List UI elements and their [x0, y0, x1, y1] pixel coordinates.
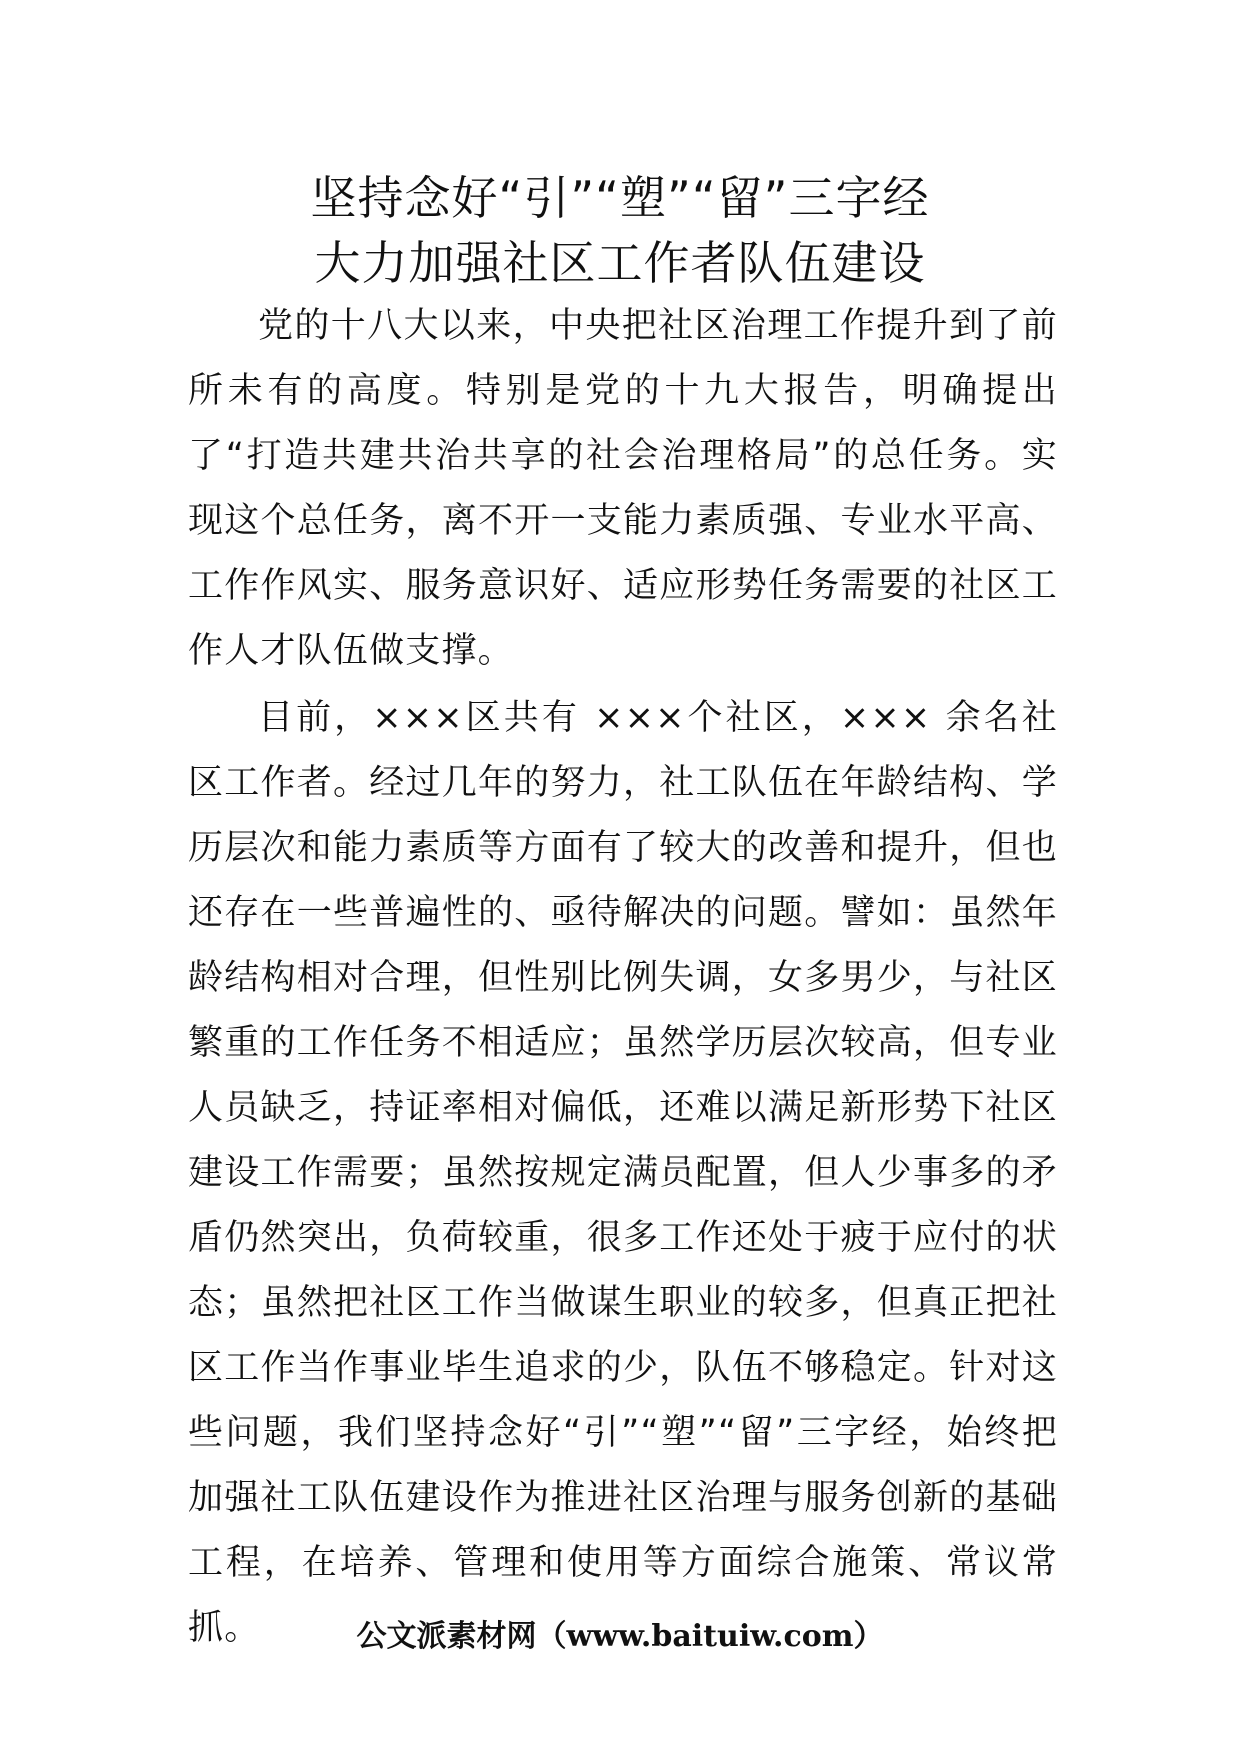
document-title-line-2: 大力加强社区工作者队伍建设 [314, 236, 926, 290]
paragraph-2: 目前，×××区共有 ×××个社区，××× 余名社区工作者。经过几年的努力，社工队伍在年龄结构、学历层次和能力素质等方面有了较大的改善和提升，但也还存在一些普遍性的、亟待解决的问题。譬如：虽然年龄结构相对合理，但性别比例失调，女多男少，与社区繁重的工作任务不相适应；虽然学历层次较高，但专业人员缺乏，持证率相对偏低，还难以满足新形势下社区建设工作需要；虽然按规定满员配置，但人少事多的矛盾仍然突出，负荷较重，很多工作还处于疲于应付的状态；虽然把社区工作当做谋生职业的较多，但真正把社区工作当作事业毕生追求的少，队伍不够稳定。针对这些问题，我们坚持念好“引”“塑”“留”三字经，始终把加强社工队伍建设作为推进社区治理与服务创新的基础工程，在培养、管理和使用等方面综合施策、常议常抓。 [188, 698, 1058, 1648]
document-title-line-1: 坚持念好“引”“塑”“留”三字经 [310, 171, 930, 225]
source-footer: 公文派素材网（www.baituiw.com） [356, 1619, 884, 1654]
paragraph-1: 党的十八大以来，中央把社区治理工作提升到了前所未有的高度。特别是党的十九大报告，明确提出了“打造共建共治共享的社会治理格局”的总任务。实现这个总任务，离不开一支能力素质强、专业水平高、工作作风实、服务意识好、适应形势任务需要的社区工作人才队伍做支撑。 [188, 306, 1058, 671]
